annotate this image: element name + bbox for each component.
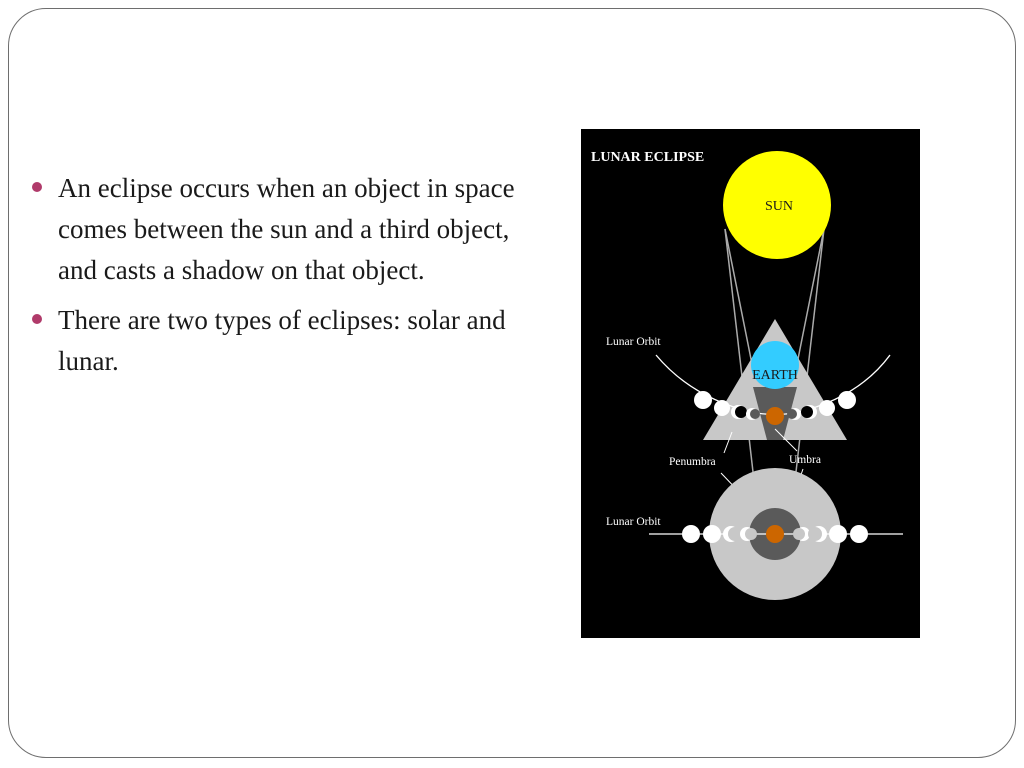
bullet-text: There are two types of eclipses: solar and lunar.: [58, 305, 506, 376]
bullet-list: [30, 168, 520, 391]
bullet-item: [30, 300, 520, 382]
eclipsed-moon-icon: [766, 407, 784, 425]
sun-label: SUN: [764, 199, 794, 214]
bullet-dot-icon: [32, 314, 42, 324]
umbra-label: Umbra: [789, 454, 821, 466]
penumbra-label: Penumbra: [669, 456, 716, 468]
lunar-orbit-label: Lunar Orbit: [606, 336, 661, 348]
earth-label: EARTH: [752, 368, 798, 383]
diagram-canvas: [581, 129, 920, 638]
diagram-title: LUNAR ECLIPSE: [591, 150, 705, 165]
bullet-item: [30, 168, 520, 291]
eclipsed-moon-bottom-icon: [766, 525, 784, 543]
bullet-dot-icon: [32, 182, 42, 192]
lunar-orbit-label-bottom: Lunar Orbit: [606, 516, 661, 528]
lunar-eclipse-diagram: [581, 129, 920, 638]
bullet-text: An eclipse occurs when an object in space comes between the sun and a third object, and casts a shadow on that object.: [58, 173, 515, 285]
